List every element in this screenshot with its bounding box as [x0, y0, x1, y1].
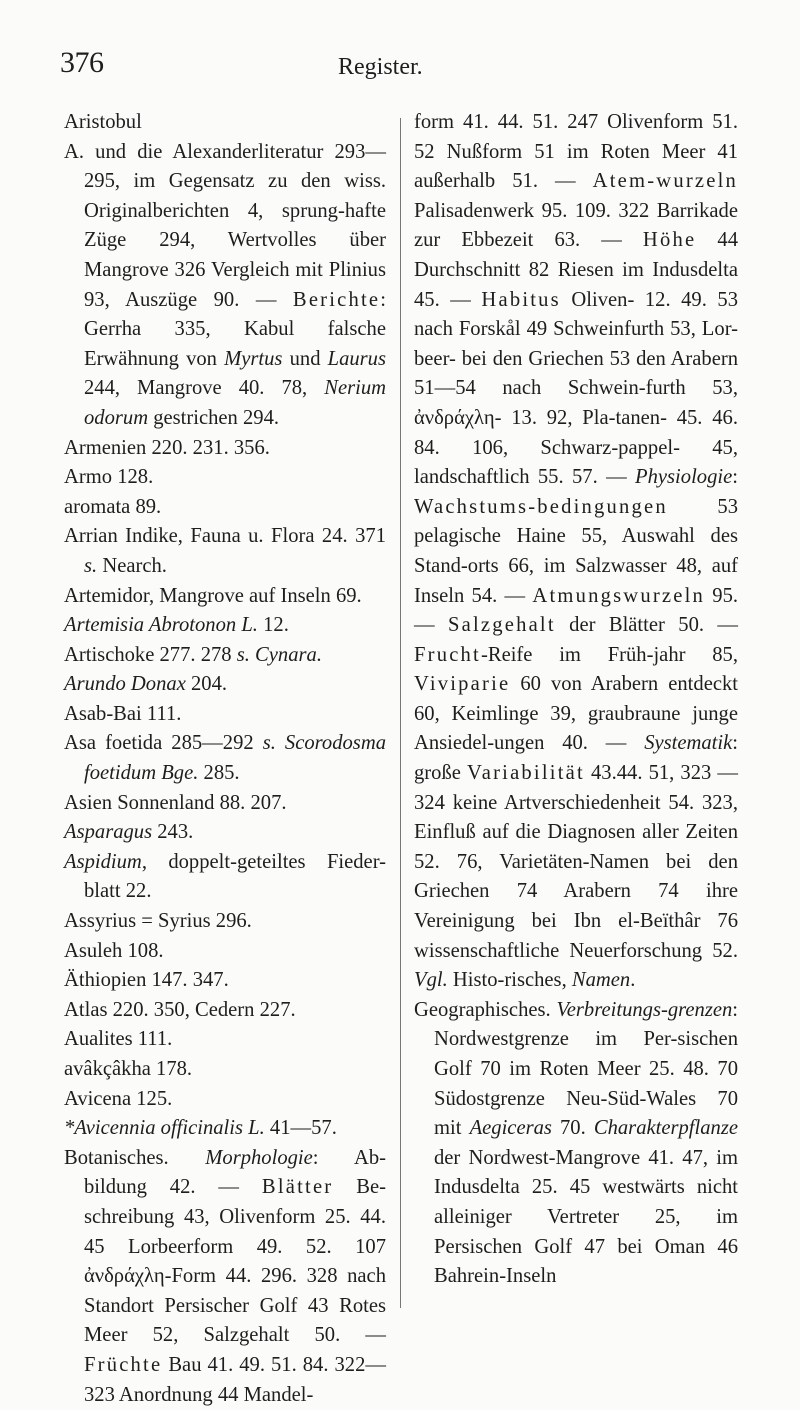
italic-text: *Avicennia officinalis L. [64, 1117, 265, 1140]
italic-text: s. Scorodosma foetidum Bge. [84, 732, 386, 785]
italic-text: Morphologie [205, 1146, 313, 1169]
index-entry [414, 108, 738, 996]
entry-text: Artemidor, Mangrove auf Inseln 69. [64, 584, 362, 607]
index-entry [64, 1144, 386, 1410]
entry-text: : Gerrha 335, Kabul falsche Erwähnung von [84, 288, 386, 370]
italic-text: Asparagus [64, 821, 153, 844]
entry-text: form 41. 44. 51. 247 Olivenform 51. 52 Nußform 51 im Roten Meer 41 außerhalb 51. — [414, 111, 738, 193]
entry-text: : Nordwestgrenze im Per-sischen Golf 70 im Roten Meer 25. 48. 70 Südostgrenze Neu-Süd-Wales 70 mit [434, 998, 738, 1140]
entry-text: Histo-risches, [447, 969, 572, 992]
entry-text: Avicena 125. [64, 1087, 173, 1110]
entry-text: 285. [198, 762, 240, 785]
index-entry [414, 996, 738, 1292]
index-entry [64, 434, 386, 464]
italic-text: Laurus [327, 347, 386, 370]
spaced-text: Habitus [481, 288, 561, 311]
entry-text: der Nordwest-Mangrove 41. 47, im Indusdelta 25. 45 westwärts nicht alleiniger Vertreter 25, im Persischen Golf 47 bei Oman 46 Bahrein-Inseln [434, 1146, 738, 1288]
entry-text: der Blätter 50. — [555, 614, 738, 637]
entry-text: -Reife im Früh-jahr 85, [480, 643, 738, 666]
index-entry [64, 670, 386, 700]
running-head: Register. [338, 54, 423, 80]
page-number: 376 [60, 46, 104, 79]
entry-text: Assyrius = Syrius 296. [64, 910, 252, 933]
index-entry [64, 522, 386, 581]
entry-text: gestrichen 294. [148, 406, 280, 429]
spaced-text: Salzgehalt [447, 614, 556, 637]
entry-text: Asa foetida 285—292 [64, 732, 263, 755]
italic-text: Arundo Donax [64, 673, 186, 696]
entry-text: 95. — [414, 584, 739, 637]
entry-text: Palisadenwerk 95. 109. 322 Barrikade zur Ebbezeit 63. — [414, 199, 738, 252]
entry-text: Botanisches. [64, 1146, 206, 1169]
entry-text: 70. [551, 1117, 594, 1140]
index-entry [64, 789, 386, 819]
entry-text: Be-schreibung 43, Olivenform 25. 44. 45 Lorbeerform 49. 52. 107 ἀνδράχλη-Form 44. 296. 328 nach Standort Persischer Golf 43 Rotes Meer 52, Salzgehalt 50. — [84, 1176, 386, 1347]
index-entry [64, 1085, 386, 1115]
index-entry [64, 108, 386, 138]
entry-text: Arrian Indike, Fauna u. Flora 24. 371 [64, 525, 386, 548]
entry-text: Nearch. [97, 554, 167, 577]
spaced-text: Berichte [292, 288, 381, 311]
index-entry [64, 818, 386, 848]
entry-text: : Ab-bildung 42. — [84, 1146, 386, 1199]
spaced-text: Frucht [414, 643, 481, 666]
spaced-text: Höhe [642, 229, 697, 252]
entry-text: Bau 41. 49. 51. 84. 322—323 Anordnung 44 Mandel- [84, 1353, 386, 1406]
entry-text: 53 pelagische Haine 55, Auswahl des Stand-orts 66, im Salzwasser 48, auf Inseln 54. — [414, 495, 738, 607]
spaced-text: Wachstums-bedingungen [414, 495, 668, 518]
index-entry [64, 138, 386, 434]
entry-text: : große [414, 732, 738, 785]
spaced-text: Atmungswurzeln [532, 584, 706, 607]
entry-text: 204. [185, 673, 228, 696]
italic-text: Vgl. [414, 969, 448, 992]
italic-text: Artemisia Abrotonon L. [64, 614, 258, 637]
index-entry [64, 937, 386, 967]
entry-text: , doppelt-geteiltes Fieder-blatt 22. [84, 850, 386, 903]
entry-text: 244, Mangrove 40. 78, [84, 377, 325, 400]
italic-text: s. [84, 554, 98, 577]
entry-text: avâkçâkha 178. [64, 1058, 193, 1080]
italic-text: Physiologie [635, 466, 733, 489]
spaced-text: Variabilität [466, 762, 585, 785]
index-entry [64, 848, 386, 907]
entry-text: und [282, 347, 328, 370]
index-entry [64, 907, 386, 937]
italic-text: Nerium odorum [84, 377, 386, 429]
entry-text: Oliven- 12. 49. 53 nach Forskål 49 Schweinfurth 53, Lor-beer- bei den Griechen 53 den Arabern 51—54 nach Schwein-furth 53, ἀνδράχλη- 13. 92, Pla-tanen- 45. 46. 84. 106, Schwarz-pappel- 45, landschaftlich 55. 57. — [414, 288, 738, 489]
index-entry [64, 582, 386, 612]
entry-text: Atlas 220. 350, Cedern 227. [64, 998, 296, 1021]
index-entry [64, 729, 386, 788]
index-entry [64, 611, 386, 641]
index-entry [64, 641, 386, 671]
spaced-text: Früchte [84, 1353, 163, 1376]
entry-text: Asuleh 108. [64, 939, 164, 962]
italic-text: Systematik [644, 732, 733, 755]
italic-text: s. Cynara. [236, 643, 322, 666]
entry-text: Äthiopien 147. 347. [64, 969, 229, 992]
italic-text: Aspidium [64, 850, 142, 873]
index-entry [64, 966, 386, 996]
index-entry [64, 1114, 386, 1144]
italic-text: Myrtus [224, 347, 283, 370]
left-column [64, 108, 386, 1410]
italic-text: Namen [571, 969, 631, 992]
entry-text: Asien Sonnenland 88. 207. [64, 791, 287, 814]
entry-text: 43.44. 51, 323 —324 keine Artverschiedenheit 54. 323, Einfluß auf die Diagnosen aller Zeiten 52. 76, Varietäten-Namen bei den Griechen 74 Arabern 74 ihre Vereinigung bei Ibn el-Beïthâr 76 wissenschaftliche Neuerforschung 52. [414, 762, 738, 962]
entry-text: : [732, 466, 738, 489]
entry-text: 41—57. [264, 1117, 337, 1140]
entry-text: 243. [152, 821, 194, 844]
italic-text: Aegiceras [469, 1117, 552, 1140]
entry-text: 60 von Arabern entdeckt 60, Keimlinge 39, graubraune junge Ansiedel-ungen 40. — [414, 673, 738, 755]
index-entry [64, 1055, 386, 1085]
index-entry [64, 1025, 386, 1055]
entry-text: 12. [257, 614, 289, 637]
entry-text: aromata 89. [64, 495, 162, 518]
entry-text: . [630, 969, 636, 992]
column-divider [400, 118, 401, 1308]
italic-text: Verbreitungs-grenzen [556, 998, 733, 1021]
entry-text: Aualites 111. [64, 1028, 173, 1051]
entry-text: Artischoke 277. 278 [64, 643, 237, 666]
italic-text: Charakterpflanze [593, 1117, 738, 1140]
spaced-text: Atem-wurzeln [592, 170, 738, 193]
entry-text: Aristobul [64, 111, 142, 133]
entry-text: Armo 128. [64, 466, 154, 489]
entry-text: Armenien 220. 231. 356. [64, 436, 270, 459]
index-entry [64, 493, 386, 523]
spaced-text: Blätter [261, 1176, 334, 1199]
entry-text: Geographisches. [414, 998, 557, 1021]
index-entry [64, 996, 386, 1026]
entry-text: A. und die Alexanderliteratur 293—295, im Gegensatz zu den wiss. Originalberichten 4, sprung-hafte Züge 294, Wertvolles über Mangrove 326 Vergleich mit Plinius 93, Auszüge 90. — [64, 140, 386, 311]
entry-text: 44 Durchschnitt 82 Riesen im Indusdelta 45. — [414, 229, 738, 311]
spaced-text: Viviparie [414, 673, 511, 696]
entry-text: Asab-Bai 111. [64, 702, 182, 725]
index-entry [64, 700, 386, 730]
right-column [414, 108, 738, 1292]
index-entry [64, 463, 386, 493]
